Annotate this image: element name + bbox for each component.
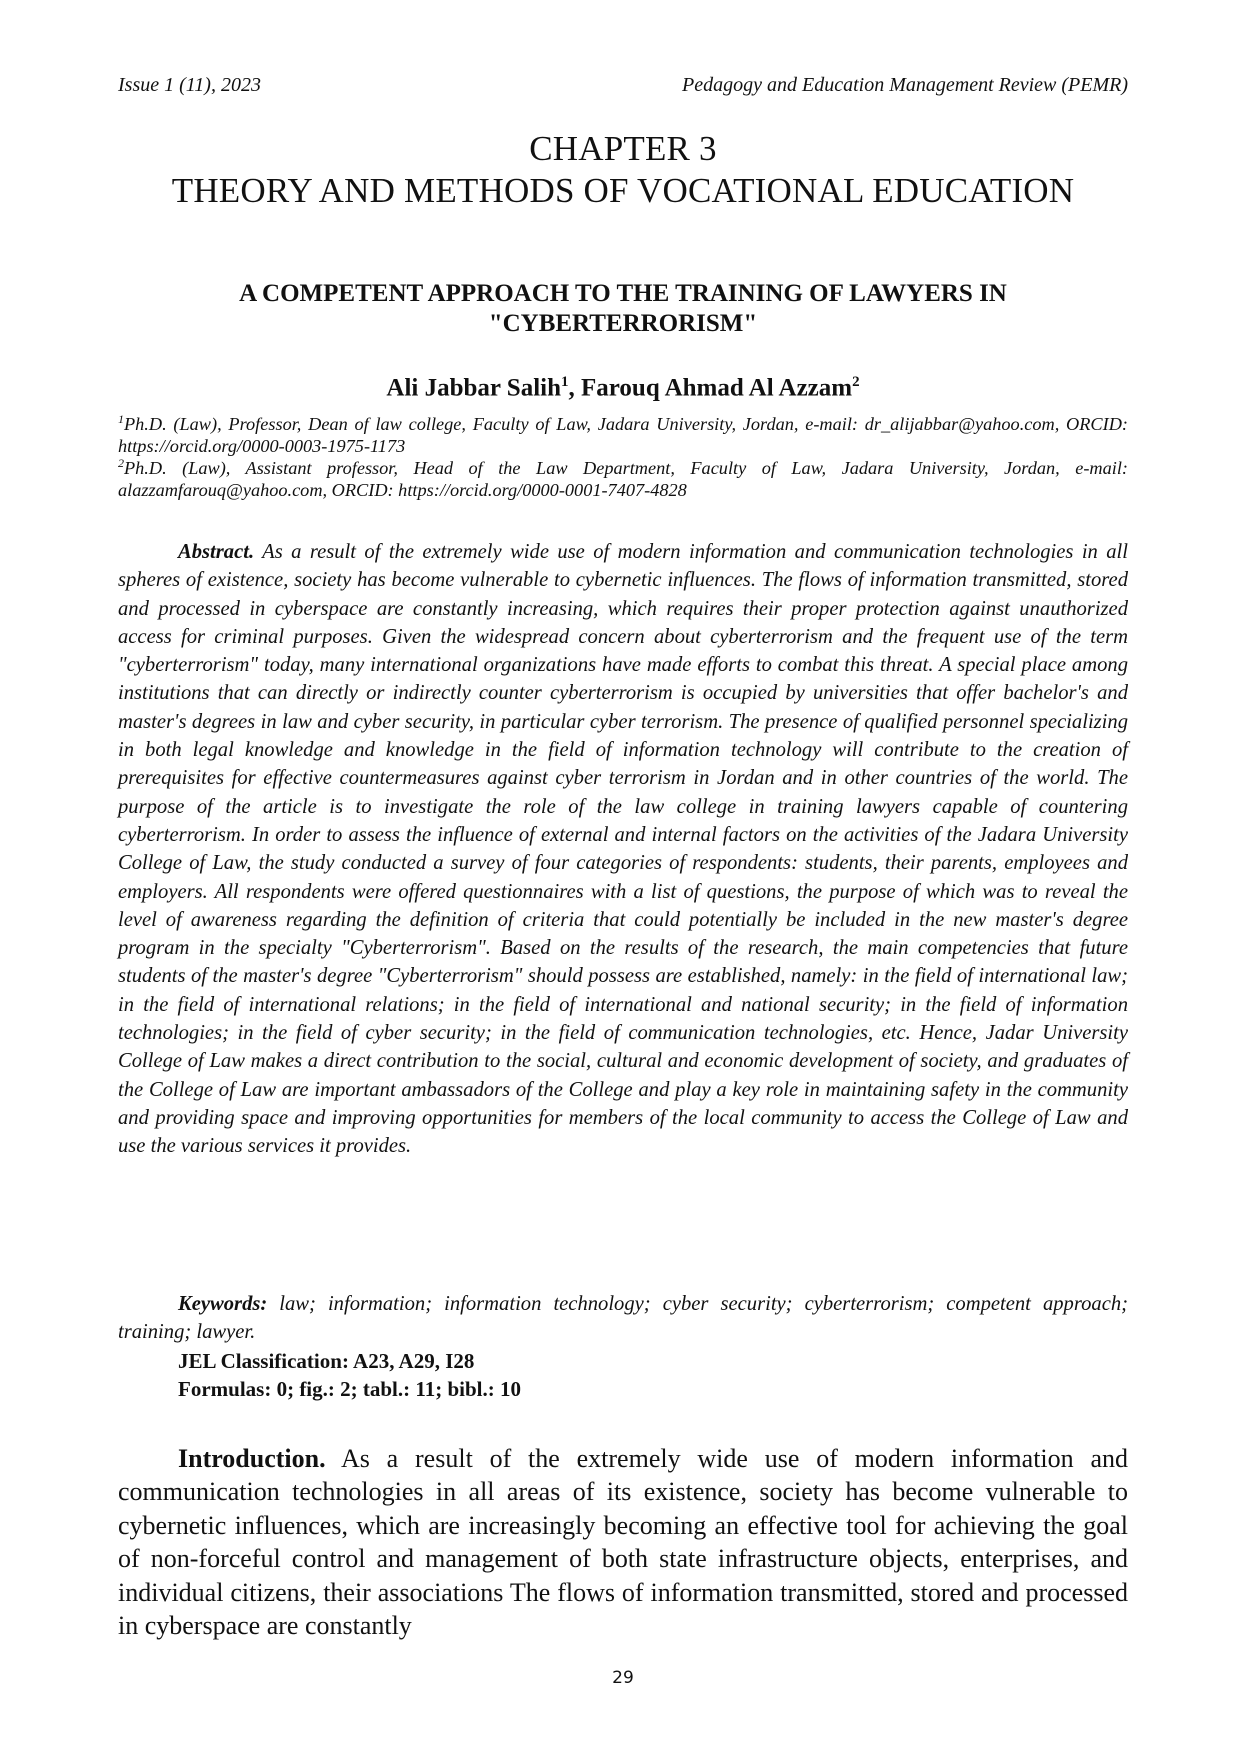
keywords-text: law; information; information technology; cyber security; cyberterrorism; competent approach; training; lawyer. bbox=[118, 1293, 1128, 1344]
abstract-text: As a result of the extremely wide use of modern information and communication technologies in all spheres of existence, society has become vulnerable to cybernetic influences. The flows of information transmitted, stored and processed in cyberspace are constantly increasing, which requires their proper protection against unauthorized access for criminal purposes. Given the widespread concern about cyberterrorism and the frequent use of the term "cyberterrorism" today, many international organizations have made efforts to combat this threat. A special place among institutions that can directly or indirectly counter cyberterrorism is occupied by universities that offer bachelor's and master's degrees in law and cyber security, in particular cyber terrorism. The presence of qualified personnel specializing in both legal knowledge and knowledge in the field of information technology will contribute to the creation of prerequisites for effective countermeasures against cyber terrorism in Jordan and in other countries of the world. The purpose of the article is to investigate the role of the law college in training lawyers capable of countering cyberterrorism. In order to assess the influence of external and internal factors on the activities of the Jadara University College of Law, the study conducted a survey of four categories of respondents: students, their parents, employees and employers. All respondents were offered questionnaires with a list of questions, the purpose of which was to reveal the level of awareness regarding the definition of criteria that could potentially be included in the new master's degree program in the specialty "Cyberterrorism". Based on the results of the research, the main competencies that future students of the master's degree "Cyberterrorism" should possess are established, namely: in the field of international law; in the field of international relations; in the field of international and national security; in the field of information technologies; in the field of cyber security; in the field of communication technologies, etc. Hence, Jadar University College of Law makes a direct contribution to the social, cultural and economic development of society, and graduates of the College of Law are important ambassadors of the College and play a key role in maintaining safety in the community and providing space and improving opportunities for members of the local community to access the College of Law and use the various services it provides. bbox=[118, 541, 1128, 1158]
article-title bbox=[118, 279, 1128, 339]
page-number: 29 bbox=[612, 1668, 634, 1688]
article-title-line-2: "CYBERTERRORISM" bbox=[488, 310, 758, 337]
affiliation-mark: 2 bbox=[118, 456, 124, 470]
abstract-label: Abstract. bbox=[178, 541, 255, 563]
chapter-title: THEORY AND METHODS OF VOCATIONAL EDUCATION bbox=[171, 171, 1075, 210]
introduction-text: As a result of the extremely wide use of modern information and communication technologies in all areas of its existence, society has become vulnerable to cybernetic influences, which are increasingly becoming an effective tool for achieving the goal of non-forceful control and management of both state infrastructure objects, enterprises, and individual citizens, their associations The flows of information transmitted, stored and processed in cyberspace are constantly bbox=[118, 1444, 1128, 1641]
keywords-label: Keywords: bbox=[178, 1293, 268, 1315]
chapter-heading bbox=[118, 128, 1128, 212]
keywords-paragraph bbox=[118, 1290, 1128, 1347]
affiliation-text: Ph.D. (Law), Professor, Dean of law college, Faculty of Law, Jadara University, Jordan, e-mail: dr_alijabbar@yahoo.com, ORCID: https://orcid.org/0000-0003-1975-1173 bbox=[118, 414, 1128, 457]
jel-classification: JEL Classification: A23, A29, I28 bbox=[178, 1349, 475, 1373]
affiliation-2 bbox=[118, 452, 1128, 501]
issue-label: Issue 1 (11), 2023 bbox=[118, 74, 261, 96]
author-name: Ali Jabbar Salih bbox=[386, 374, 561, 402]
author-separator: , bbox=[568, 374, 581, 402]
author-affiliation-mark: 2 bbox=[852, 374, 860, 390]
affiliation-mark: 1 bbox=[118, 412, 124, 426]
introduction-paragraph bbox=[118, 1442, 1128, 1642]
affiliation-text: Ph.D. (Law), Assistant professor, Head of the Law Department, Faculty of Law, Jadara University, Jordan, e-mail: alazzamfarouq@yahoo.com, ORCID: https://orcid.org/0000-0001-7407-4828 bbox=[118, 458, 1128, 501]
affiliation-1 bbox=[118, 408, 1128, 457]
article-title-line-1: A COMPETENT APPROACH TO THE TRAINING OF LAWYERS IN bbox=[239, 280, 1007, 307]
chapter-number: CHAPTER 3 bbox=[529, 129, 717, 168]
formula-figure-count: Formulas: 0; fig.: 2; tabl.: 11; bibl.: 10 bbox=[178, 1377, 521, 1401]
author-list bbox=[118, 374, 1128, 402]
author-affiliation-mark: 1 bbox=[561, 374, 569, 390]
author-name: Farouq Ahmad Al Azzam bbox=[581, 374, 853, 402]
introduction-label: Introduction. bbox=[178, 1444, 326, 1473]
abstract-paragraph bbox=[118, 538, 1128, 1161]
journal-name: Pedagogy and Education Management Review (PEMR) bbox=[682, 74, 1128, 96]
